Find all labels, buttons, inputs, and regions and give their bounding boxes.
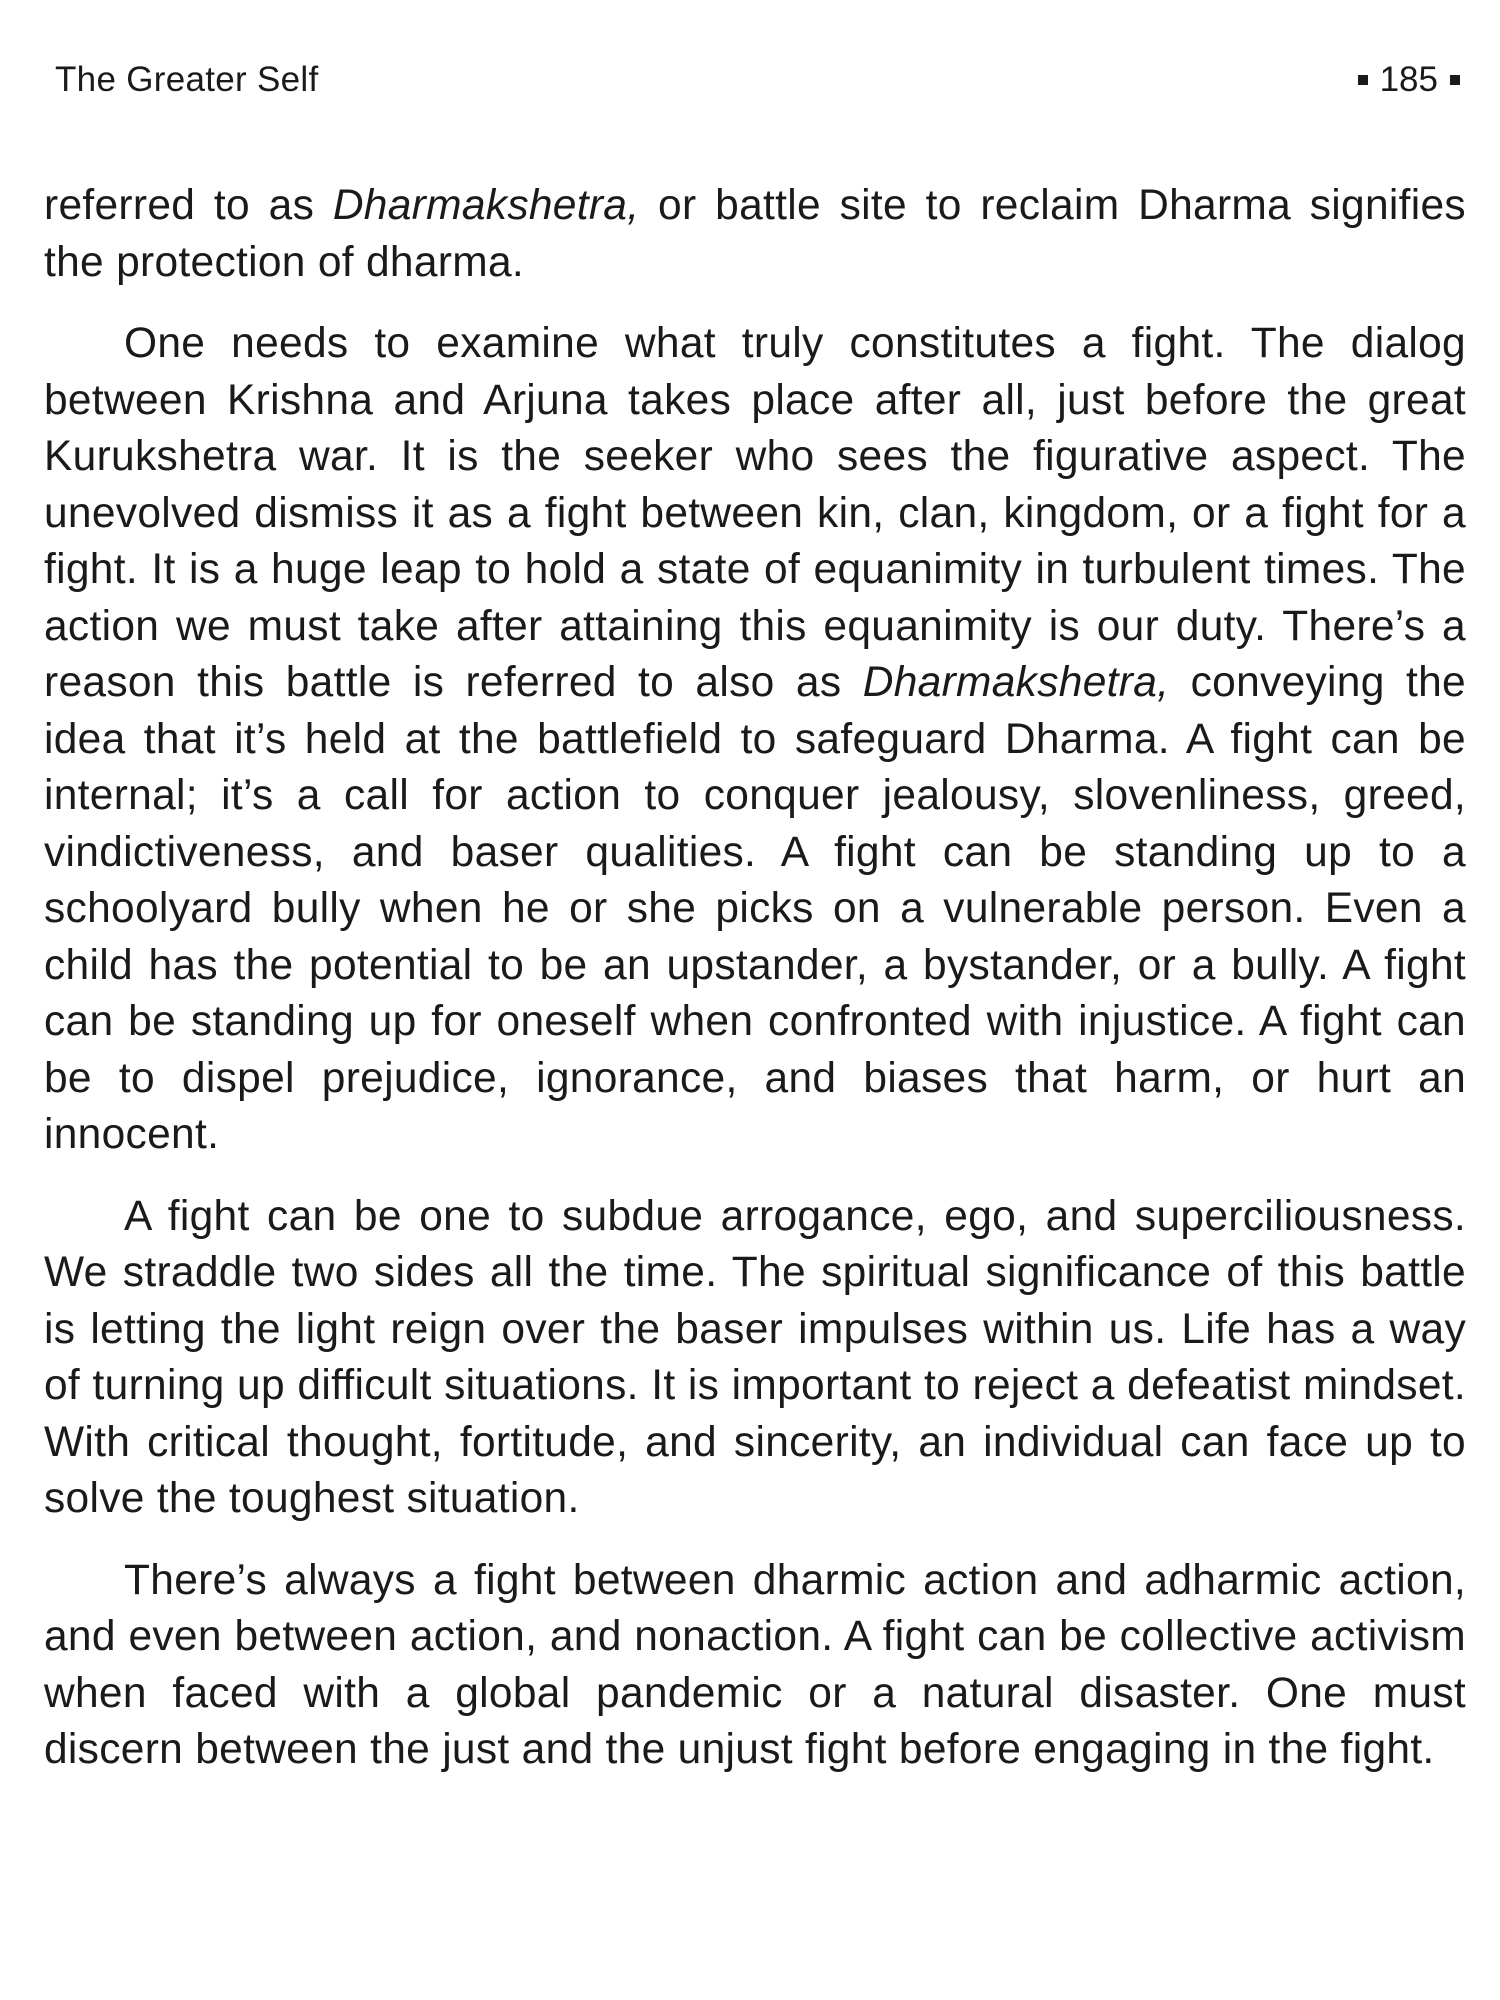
- text-run: or battle site to reclaim Dharma signifies the protection of dharma.: [44, 182, 1466, 286]
- paragraph: A fight can be one to subdue arrogance, ego, and superciliousness. We straddle two sides all the time. The spiritual significance of this battle is letting the light reign over the baser impulses within us. Life has a way of turning up difficult situations. It is important to reject a defeatist mindset. With critical thought, fortitude, and sincerity, an individual can face up to solve the toughest situation.: [44, 1192, 1466, 1522]
- page-number: 185: [1379, 60, 1438, 99]
- square-bullet-icon: [1450, 75, 1460, 85]
- page-header: [55, 58, 1460, 102]
- italic-term: Dharmakshetra,: [332, 182, 640, 229]
- paragraph: [44, 316, 1466, 1164]
- text-run: conveying the idea that it’s held at the battlefield to safeguard Dharma. A fight can be internal; it’s a call for action to conquer jealousy, slovenliness, greed, vindictiveness, and baser qualities. A fight can be standing up to a schoolyard bully when he or she picks on a vulnerable person. Even a child has the potential to be an upstander, a bystander, or a bully. A fight can be standing up for oneself when confronted with injustice. A fight can be to dispel prejudice, ignorance, and biases that harm, or hurt an innocent.: [44, 659, 1466, 1158]
- italic-term: Dharmakshetra,: [862, 659, 1170, 706]
- text-run: referred to as: [44, 182, 333, 229]
- running-title: The Greater Self: [55, 60, 319, 99]
- square-bullet-icon: [1358, 75, 1368, 85]
- body-text: [44, 178, 1466, 1804]
- paragraph: There’s always a fight between dharmic action and adharmic action, and even between action, and nonaction. A fight can be collective activism when faced with a global pandemic or a natural disaster. One must discern between the just and the unjust fight before engaging in the fight.: [44, 1556, 1466, 1773]
- paragraph: [44, 178, 1466, 291]
- text-run: One needs to examine what truly constitutes a fight. The dialog between Krishna and Arjuna takes place after all, just before the great Kurukshetra war. It is the seeker who sees the figurative aspect. The unevolved dismiss it as a fight between kin, clan, kingdom, or a fight for a fight. It is a huge leap to hold a state of equanimity in turbulent times. The action we must take after attaining this equanimity is our duty. There’s a reason this battle is referred to also as: [44, 320, 1466, 706]
- page-number-block: [1358, 60, 1460, 100]
